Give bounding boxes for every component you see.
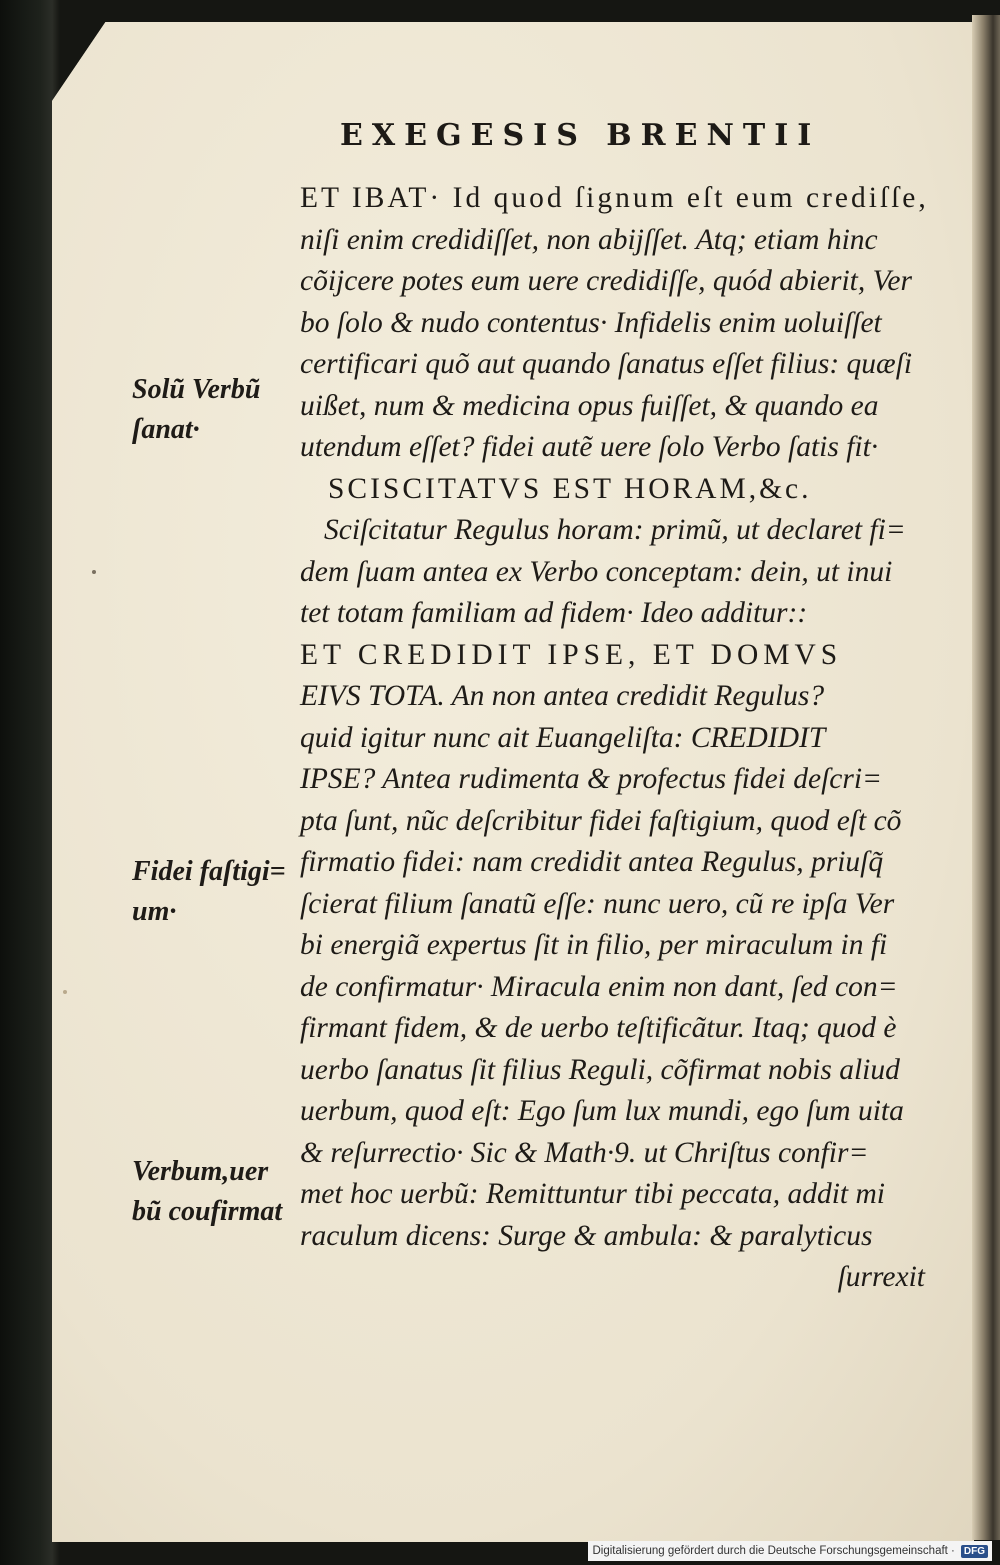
text-line: ET IBAT· Id quod ſignum eſt eum crediſſe, bbox=[300, 182, 929, 214]
text-line: bi energiã expertus ſit in filio, per miraculum in fi bbox=[300, 929, 888, 961]
text-line: raculum dicens: Surge & ambula: & paralyticus bbox=[300, 1219, 873, 1252]
footer-text: Digitalisierung gefördert durch die Deutsche Forschungsgemeinschaft · bbox=[592, 1545, 955, 1557]
body-text bbox=[300, 178, 940, 1299]
text-line: dem ſuam antea ex Verbo conceptam: dein, ut inui bbox=[300, 555, 893, 588]
text-line: pta ſunt, nũc deſcribitur fidei faſtigium, quod eſt cõ bbox=[300, 804, 902, 837]
text-line: firmatio fidei: nam credidit antea Regulus, priuſq̃ bbox=[300, 846, 884, 878]
margin-note-line: bũ coufirmat bbox=[132, 1196, 283, 1227]
text-line: uißet, num & medicina opus fuiſſet, & quando ea bbox=[300, 389, 879, 422]
text-line: certificari quõ aut quando ſanatus eſſet filius: quæſi bbox=[300, 348, 913, 380]
margin-note-line: ſanat· bbox=[132, 414, 200, 445]
running-head: EXEGESIS BRENTII bbox=[340, 118, 821, 153]
text-line: IPSE? Antea rudimenta & profectus fidei deſcri= bbox=[300, 763, 882, 795]
text-line: tet totam familiam ad fidem· Ideo additur:: bbox=[300, 597, 808, 629]
text-line: EIVS TOTA. An non antea credidit Regulus? bbox=[300, 680, 825, 712]
footer-credit bbox=[588, 1541, 992, 1561]
text-line: met hoc uerbũ: Remittuntur tibi peccata, addit mi bbox=[300, 1178, 885, 1210]
margin-note-line: Solũ Verbũ bbox=[132, 374, 261, 405]
text-line: niſi enim credidiſſet, non abijſſet. Atq; etiam hinc bbox=[300, 223, 878, 256]
dfg-logo: DFG bbox=[961, 1545, 988, 1558]
margin-note-3 bbox=[132, 1152, 297, 1232]
text-line: uerbum, quod eſt: Ego ſum lux mundi, ego ſum uita bbox=[300, 1095, 904, 1127]
text-line: cõijcere potes eum uere credidiſſe, quód abierit, Ver bbox=[300, 265, 912, 297]
text-line: uerbo ſanatus ſit filius Reguli, cõfirmat nobis aliud bbox=[300, 1053, 900, 1086]
ink-speck bbox=[63, 990, 67, 994]
text-line: quid igitur nunc ait Euangeliſta: CREDIDIT bbox=[300, 721, 826, 754]
text-line: de confirmatur· Miracula enim non dant, ſed con= bbox=[300, 970, 898, 1003]
text-line: firmant fidem, & de uerbo teſtificãtur. Itaq; quod è bbox=[300, 1012, 897, 1044]
margin-note-1 bbox=[132, 370, 297, 450]
text-line: & reſurrectio· Sic & Math·9. ut Chriſtus confir= bbox=[300, 1136, 869, 1169]
margin-note-2 bbox=[132, 852, 297, 932]
text-line: Sciſcitatur Regulus horam: primũ, ut declaret fi= bbox=[324, 514, 906, 546]
text-line: ſcierat filium ſanatũ eſſe: nunc uero, cũ re ipſa Ver bbox=[300, 887, 895, 920]
catchword: ſurrexit bbox=[837, 1261, 925, 1293]
text-line: bo ſolo & nudo contentus· Infidelis enim uoluiſſet bbox=[300, 306, 882, 339]
ink-speck bbox=[92, 570, 96, 574]
text-line: ET CREDIDIT IPSE, ET DOMVS bbox=[300, 638, 843, 671]
margin-note-line: Fidei faſtigi= bbox=[132, 856, 286, 887]
book-gutter bbox=[972, 15, 1000, 1540]
margin-note-line: Verbum,uer bbox=[132, 1156, 269, 1187]
text-line: SCISCITATVS EST HORAM,&c. bbox=[328, 472, 812, 505]
text-line: utendum eſſet? fidei autẽ uere ſolo Verbo ſatis fit· bbox=[300, 431, 879, 463]
margin-note-line: um· bbox=[132, 896, 177, 927]
